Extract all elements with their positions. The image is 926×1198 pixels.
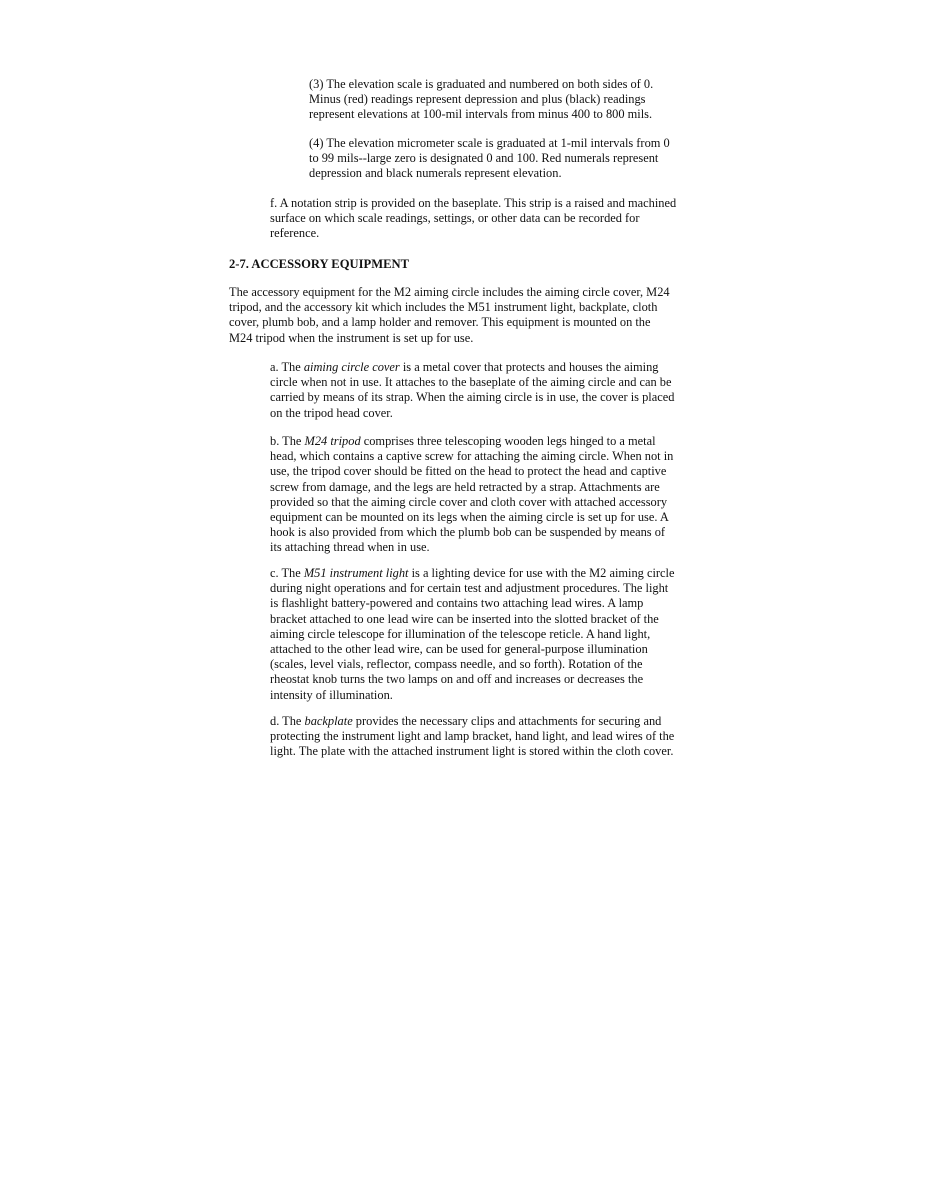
item-line-rest: is a lighting device for use with the M2 aiming circle xyxy=(408,566,675,580)
text-line: M24 tripod when the instrument is set up for use. xyxy=(229,330,474,345)
paragraph-f-notation-strip xyxy=(270,196,710,242)
text-line: surface on which scale readings, settings, or other data can be recorded for xyxy=(270,211,640,226)
item-line-rest: is a metal cover that protects and houses the aiming xyxy=(399,360,659,374)
section-heading: 2-7. ACCESSORY EQUIPMENT xyxy=(229,257,409,271)
text-line: attached to the other lead wire, can be used for general-purpose illumination xyxy=(270,642,648,657)
paragraph-item-4 xyxy=(309,136,709,182)
paragraph-c-m51-instrument-light xyxy=(270,566,710,703)
text-line: Minus (red) readings represent depression and plus (black) readings xyxy=(309,92,646,107)
text-line xyxy=(270,360,700,375)
text-line: cover, plumb bob, and a lamp holder and remover. This equipment is mounted on the xyxy=(229,315,651,330)
item-prefix: d. The xyxy=(270,714,305,728)
item-prefix: a. The xyxy=(270,360,304,374)
text-line: (scales, level vials, reflector, compass needle, and so forth). Rotation of the xyxy=(270,657,643,672)
text-line: depression and black numerals represent elevation. xyxy=(309,166,562,181)
text-line: circle when not in use. It attaches to the baseplate of the aiming circle and can be xyxy=(270,375,672,390)
text-line: during night operations and for certain test and adjustment procedures. The light xyxy=(270,581,669,596)
item-term: M51 instrument light xyxy=(303,566,409,580)
text-line: is flashlight battery-powered and contains two attaching lead wires. A lamp xyxy=(270,596,644,611)
text-line: carried by means of its strap. When the aiming circle is in use, the cover is placed xyxy=(270,390,675,405)
text-line xyxy=(270,566,710,581)
text-line: hook is also provided from which the plumb bob can be suspended by means of xyxy=(270,525,666,540)
text-line: rheostat knob turns the two lamps on and off and increases or decreases the xyxy=(270,672,644,687)
text-line: screw from damage, and the legs are held retracted by a strap. Attachments are xyxy=(270,479,660,494)
text-line: (3) The elevation scale is graduated and numbered on both sides of 0. xyxy=(309,77,654,91)
item-prefix: c. The xyxy=(270,566,304,580)
text-line: use, the tripod cover should be fitted on the head to protect the head and captive xyxy=(270,464,667,479)
section-intro-paragraph xyxy=(229,285,699,346)
item-line-rest: provides the necessary clips and attachments for securing and xyxy=(352,714,662,728)
text-line: provided so that the aiming circle cover and cloth cover with attached accessory xyxy=(270,494,668,509)
text-line: equipment can be mounted on its legs when the aiming circle is set up for use. A xyxy=(270,510,669,525)
text-line: aiming circle telescope for illumination of the telescope reticle. A hand light, xyxy=(270,626,651,641)
text-line: tripod, and the accessory kit which includes the M51 instrument light, backplate, cloth xyxy=(229,300,658,315)
item-prefix: b. The xyxy=(270,434,305,448)
text-line xyxy=(270,714,710,729)
text-line: protecting the instrument light and lamp bracket, hand light, and lead wires of the xyxy=(270,729,675,744)
text-line: to 99 mils--large zero is designated 0 and 100. Red numerals represent xyxy=(309,151,659,166)
text-line: head, which contains a captive screw for attaching the aiming circle. When not in xyxy=(270,449,674,464)
text-line: reference. xyxy=(270,226,320,241)
paragraph-item-3 xyxy=(309,77,709,123)
text-line: f. A notation strip is provided on the baseplate. This strip is a raised and machined xyxy=(270,196,677,210)
paragraph-a-aiming-circle-cover xyxy=(270,360,700,421)
item-term: backplate xyxy=(304,714,353,728)
text-line xyxy=(270,434,710,449)
text-line: light. The plate with the attached instrument light is stored within the cloth cover. xyxy=(270,744,674,759)
item-term: M24 tripod xyxy=(304,434,361,448)
text-line: bracket attached to one lead wire can be inserted into the slotted bracket of the xyxy=(270,611,659,626)
text-line: intensity of illumination. xyxy=(270,687,393,702)
paragraph-d-backplate xyxy=(270,714,710,760)
text-line: its attaching thread when in use. xyxy=(270,540,430,555)
text-line: (4) The elevation micrometer scale is graduated at 1-mil intervals from 0 xyxy=(309,136,670,150)
text-line: on the tripod head cover. xyxy=(270,405,393,420)
text-line: represent elevations at 100-mil intervals from minus 400 to 800 mils. xyxy=(309,107,653,122)
text-line: The accessory equipment for the M2 aiming circle includes the aiming circle cover, M24 xyxy=(229,285,670,299)
item-term: aiming circle cover xyxy=(303,360,400,374)
item-line-rest: comprises three telescoping wooden legs hinged to a metal xyxy=(360,434,656,448)
paragraph-b-m24-tripod xyxy=(270,434,710,556)
